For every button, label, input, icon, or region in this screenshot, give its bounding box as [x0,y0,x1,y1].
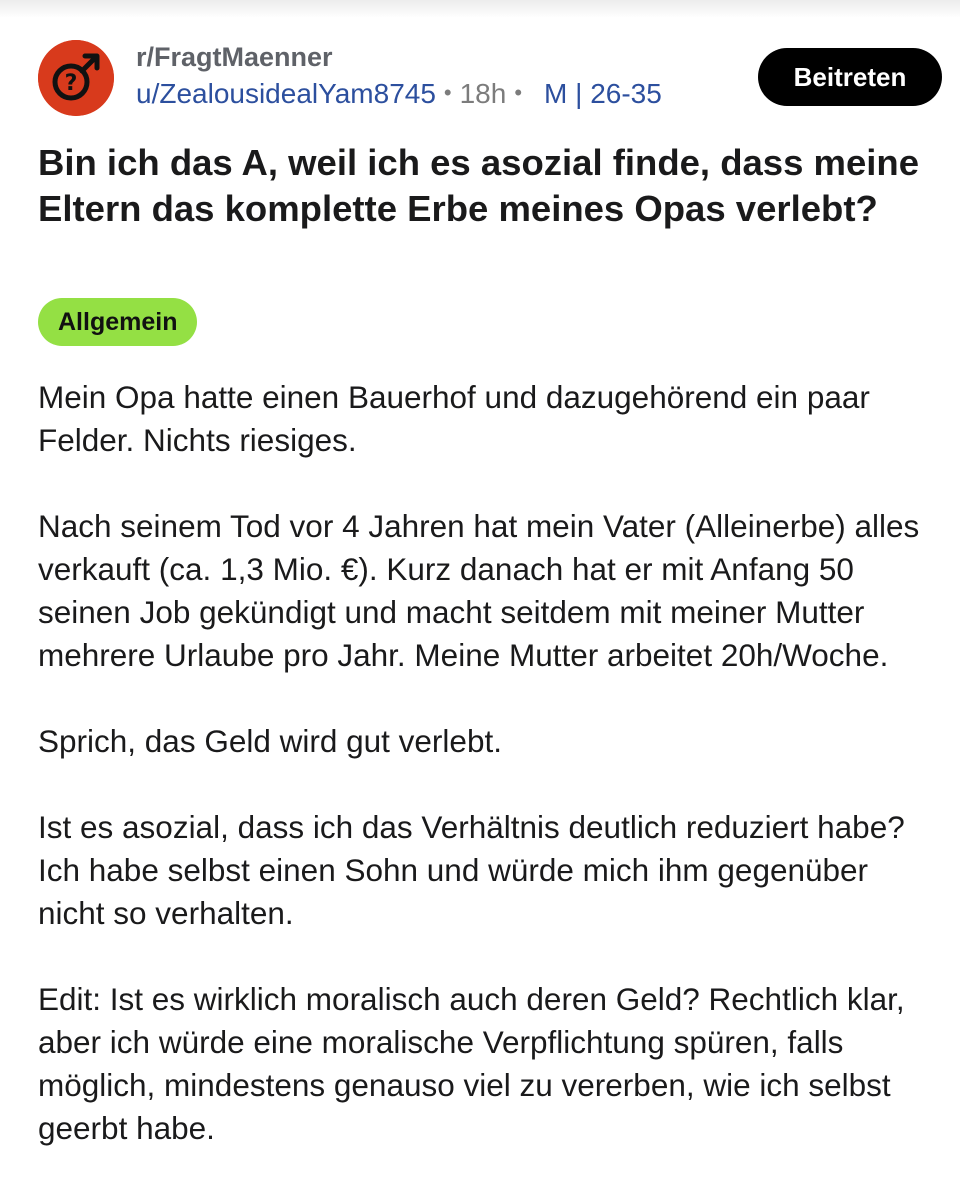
post-paragraph: Mein Opa hatte einen Bauerhof und dazugehörend ein paar Felder. Nichts riesiges. [38,379,870,458]
male-question-icon[interactable] [38,40,114,116]
post-header [38,40,942,116]
separator-dot-icon: • [443,80,452,105]
subreddit-link[interactable]: r/FragtMaenner [136,42,333,72]
post-paragraph: Nach seinem Tod vor 4 Jahren hat mein Vater (Alleinerbe) alles verkauft (ca. 1,3 Mio. €). Kurz danach hat er mit Anfang 50 seinen Job gekündigt und macht seitdem mit meiner Mutter mehrere Urlaube pro Jahr. Meine Mutter arbeitet 20h/Woche. [38,508,920,673]
separator-dot-icon: • [514,80,523,105]
post-flair[interactable]: Allgemein [38,298,197,346]
svg-text:?: ? [64,71,78,96]
post-paragraph: Edit: Ist es wirklich moralisch auch deren Geld? Rechtlich klar, aber ich würde eine moralische Verpflichtung spüren, falls möglich, mindestens genauso viel zu vererben, wie ich selbst geerbt habe. [38,981,905,1146]
post-age: 18h [459,78,507,109]
author-link[interactable]: u/ZealousidealYam8745 [136,78,436,109]
join-button[interactable]: Beitreten [758,48,942,106]
post-paragraph: Ist es asozial, dass ich das Verhältnis deutlich reduziert habe? Ich habe selbst einen Sohn und würde mich ihm gegenüber nicht so verhalten. [38,809,905,931]
post-meta-line [136,78,662,110]
post-title[interactable]: Bin ich das A, weil ich es asozial finde, dass meine Eltern das komplette Erbe meines Opas verlebt? [38,142,920,229]
post-paragraph: Sprich, das Geld wird gut verlebt. [38,723,502,759]
post-body [38,376,938,1193]
user-flair: M | 26-35 [544,78,662,109]
